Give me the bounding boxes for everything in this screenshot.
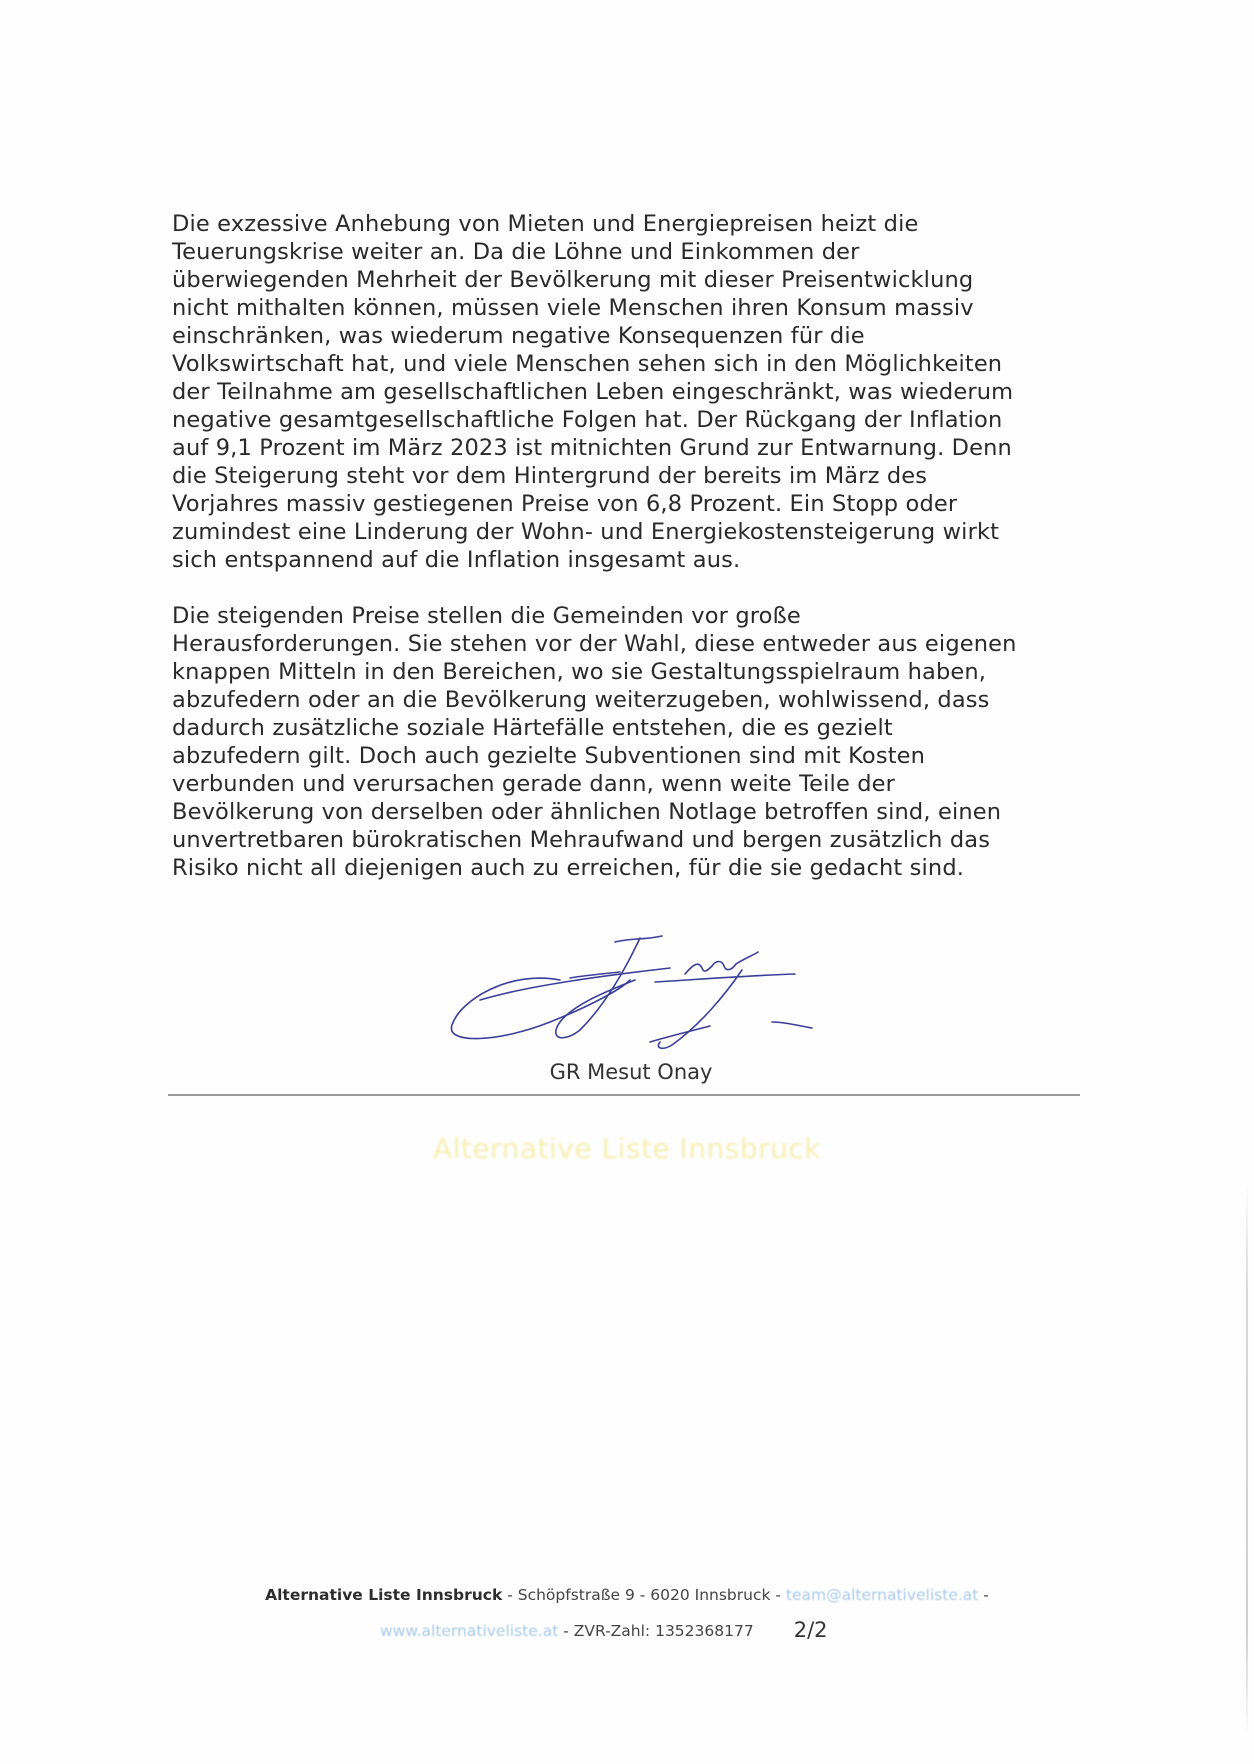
footer-separator: - bbox=[978, 1586, 989, 1604]
handwritten-signature bbox=[440, 930, 860, 1050]
body-paragraph-2: Die steigenden Preise stellen die Gemeinden vor große Herausforderungen. Sie stehen vor der Wahl, diese entweder aus eigenen knappen Mitteln in den Bereichen, wo sie Gestaltungsspielraum haben, abzufedern oder an die Bevölkerung weiterzugeben, wohlwissend, dass dadurch zusätzliche soziale Härtefälle entstehen, die es gezielt abzufedern gilt. Doch auch gezielte Subventionen sind mit Kosten verbunden und verursachen gerade dann, wenn weite Teile der Bevölkerung von derselben oder ähnlichen Notlage betroffen sind, einen unvertretbaren bürokratischen Mehraufwand und bergen zusätzlich das Risiko nicht all diejenigen auch zu erreichen, für die sie gedacht sind. bbox=[172, 603, 1017, 881]
page-number: 2/2 bbox=[793, 1618, 828, 1642]
footer-zvr: - ZVR-Zahl: 1352368177 bbox=[558, 1622, 754, 1640]
footer-line-1 bbox=[0, 1586, 1254, 1604]
scan-edge-shadow bbox=[1246, 1180, 1248, 1740]
footer-brand: Alternative Liste Innsbruck bbox=[265, 1586, 503, 1604]
footer-address: - Schöpfstraße 9 - 6020 Innsbruck - bbox=[502, 1586, 786, 1604]
footer-line-2 bbox=[380, 1617, 828, 1641]
body-paragraph-1: Die exzessive Anhebung von Mieten und Energiepreisen heizt die Teuerungskrise weiter an. Da die Löhne und Einkommen der überwiegenden Mehrheit der Bevölkerung mit dieser Preisentwicklung nicht mithalten können, müssen viele Menschen ihren Konsum massiv einschränken, was wiederum negative Konsequenzen für die Volkswirtschaft hat, und viele Menschen sehen sich in den Möglichkeiten der Teilnahme am gesellschaftlichen Leben eingeschränkt, was wiederum negative gesamtgesellschaftliche Folgen hat. Der Rückgang der Inflation auf 9,1 Prozent im März 2023 ist mitnichten Grund zur Entwarnung. Denn die Steigerung steht vor dem Hintergrund der bereits im März des Vorjahres massiv gestiegenen Preise von 6,8 Prozent. Ein Stopp oder zumindest eine Linderung der Wohn- und Energiekostensteigerung wirkt sich entspannend auf die Inflation insgesamt aus. bbox=[172, 211, 1014, 573]
signature-divider bbox=[168, 1094, 1080, 1096]
footer-website-link[interactable]: www.alternativeliste.at bbox=[380, 1622, 559, 1640]
footer-email-link[interactable]: team@alternativeliste.at bbox=[785, 1586, 979, 1604]
organization-watermark: Alternative Liste Innsbruck bbox=[432, 1132, 822, 1165]
signer-name: GR Mesut Onay bbox=[549, 1060, 713, 1084]
